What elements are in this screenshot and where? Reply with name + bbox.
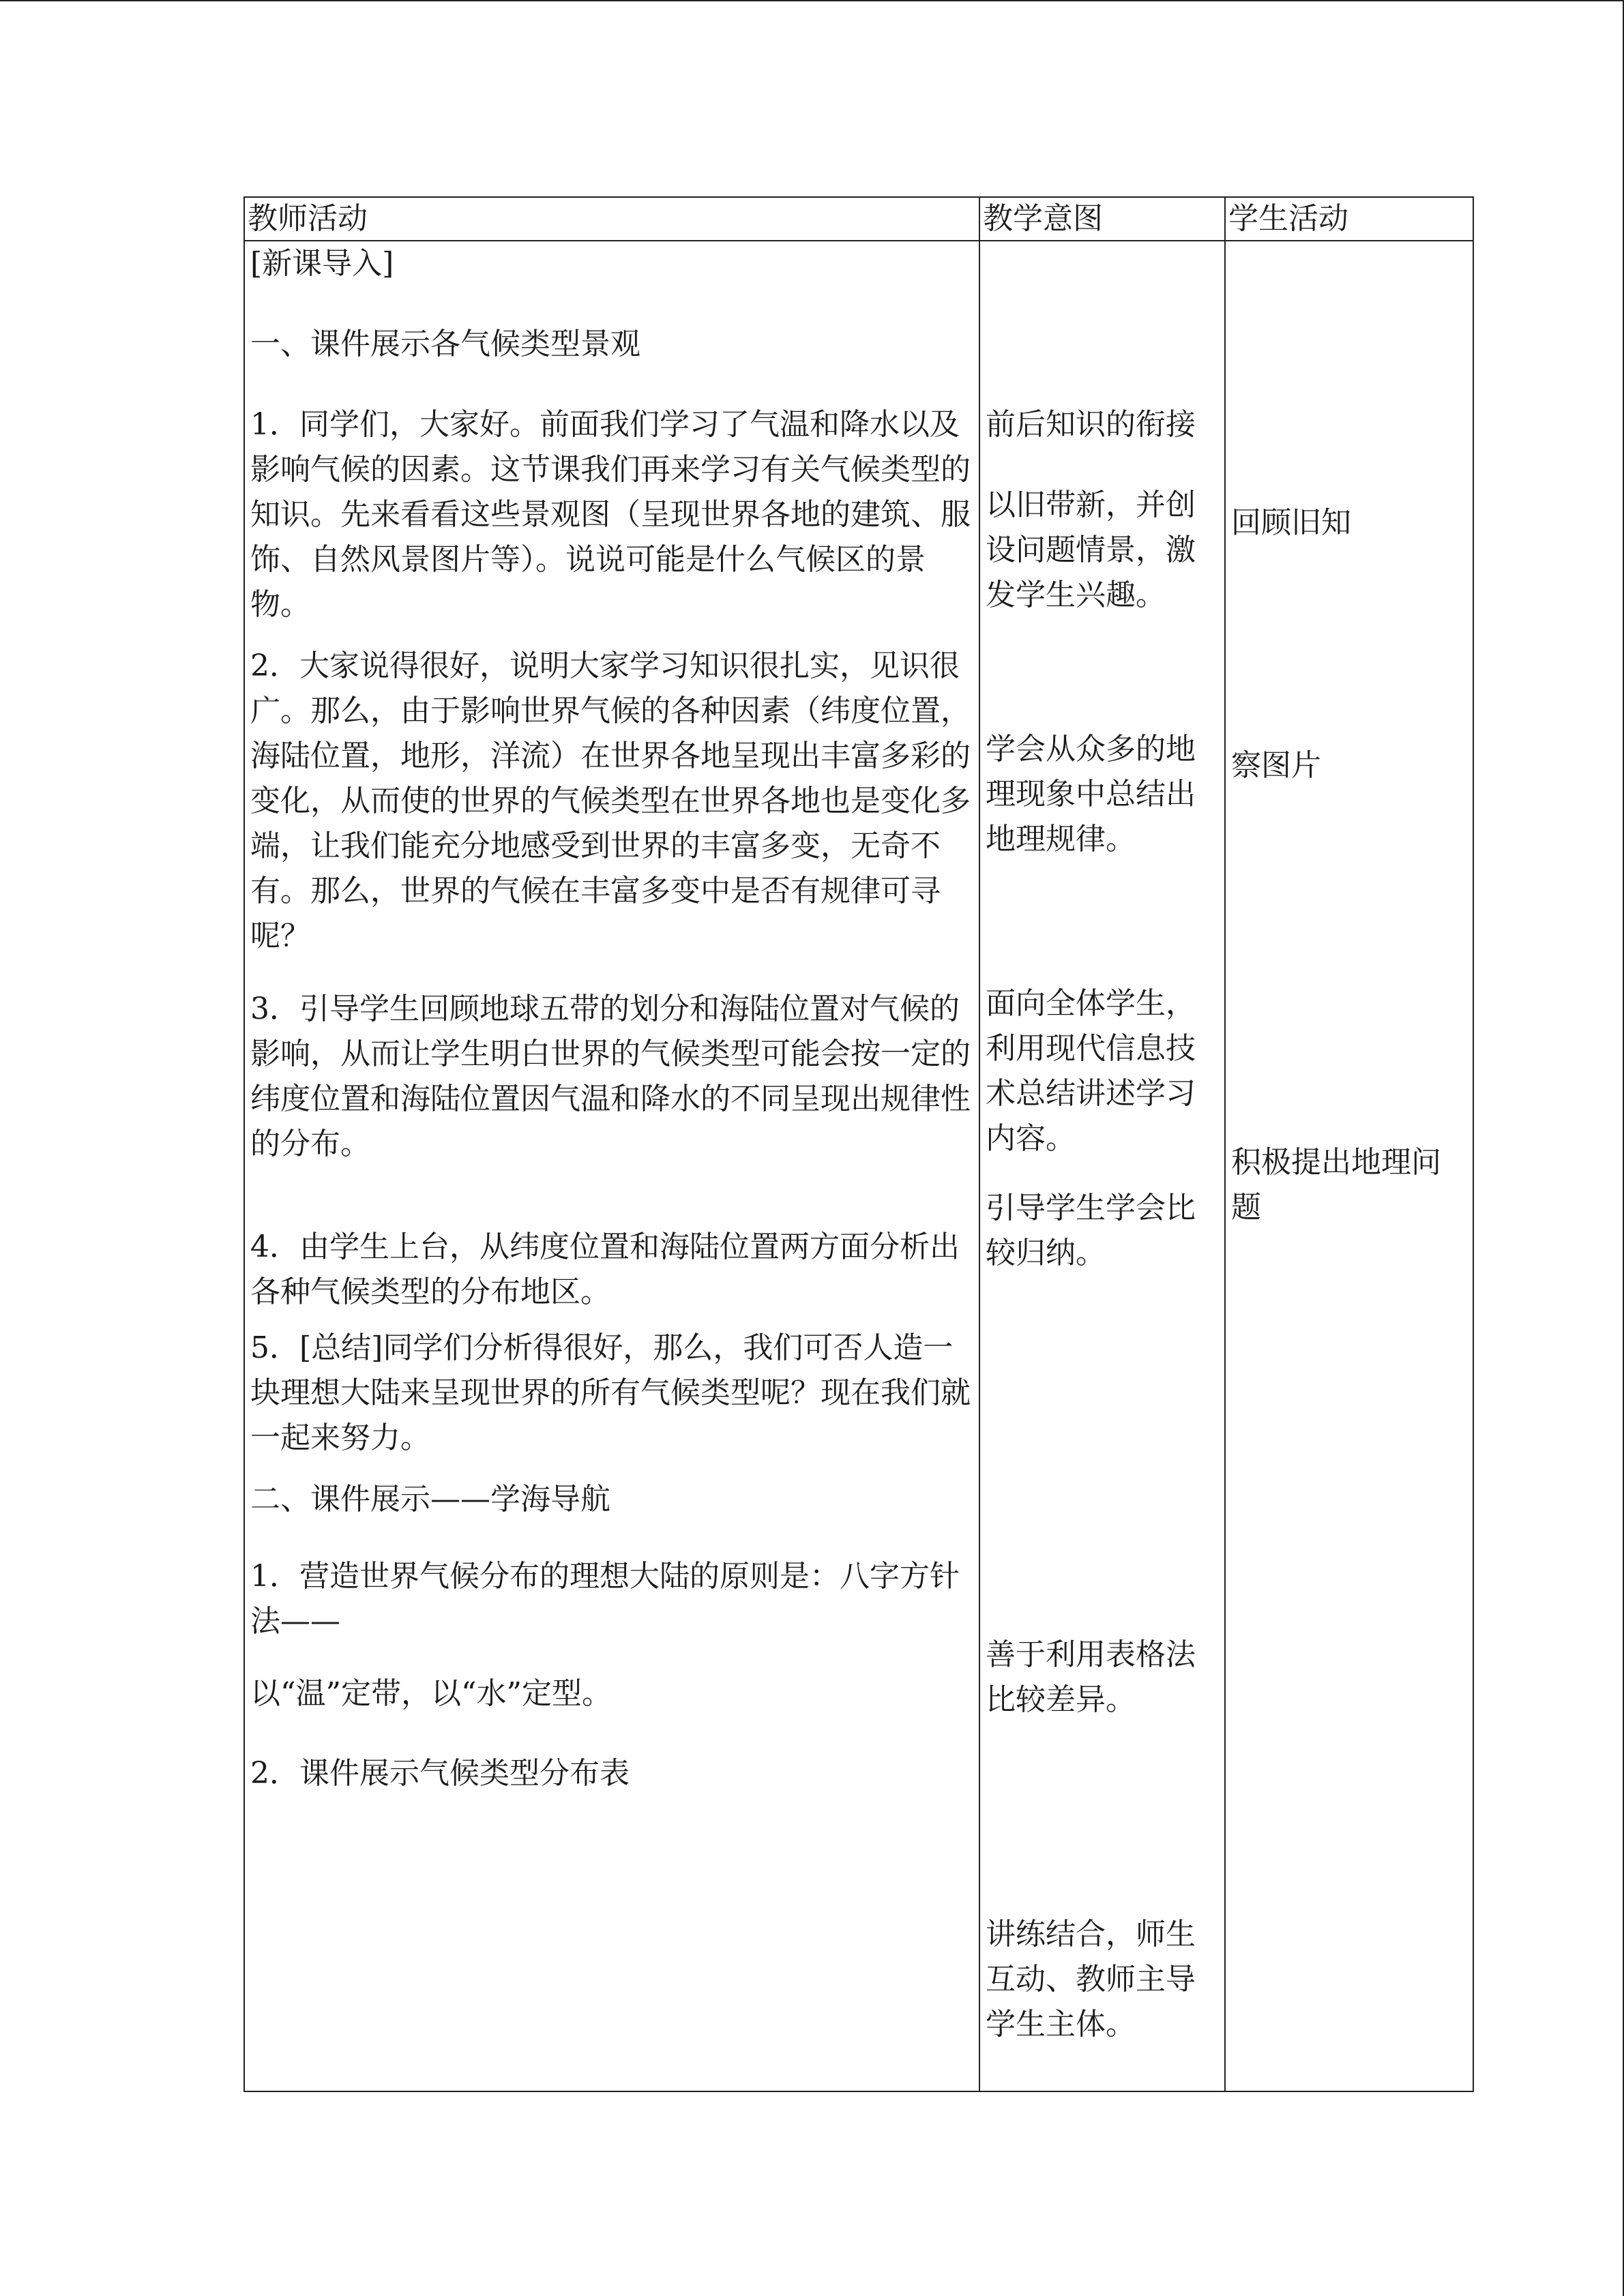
- student-activity-2: 察图片: [1231, 748, 1321, 783]
- teacher-paragraph-1: 1．同学们，大家好。前面我们学习了气温和降水以及影响气候的因素。这节课我们再来学习有关气候类型的知识。先来看看这些景观图（呈现世界各地的建筑、服饰、自然风景图片等）。说说可能是什么气候区的景物。: [250, 407, 971, 622]
- section2-paragraph-2: 2．课件展示气候类型分布表: [250, 1756, 630, 1791]
- intent-2: 以旧带新，并创设问题情景，激发学生兴趣。: [986, 488, 1196, 612]
- intent-7: 讲练结合，师生互动、教师主导学生主体。: [986, 1917, 1196, 2042]
- teacher-paragraph-4: 4．由学生上台，从纬度位置和海陆位置两方面分析出各种气候类型的分布地区。: [250, 1229, 960, 1309]
- intent-3: 学会从众多的地理现象中总结出地理规律。: [986, 732, 1196, 856]
- page-top-rule: [0, 0, 1624, 1]
- table-header-row: [244, 197, 1473, 241]
- table-body-row: [244, 241, 1473, 2091]
- header-teacher-activity: 教师活动: [244, 197, 979, 241]
- intent-1: 前后知识的衔接: [986, 407, 1196, 442]
- section1-title: 一、课件展示各气候类型景观: [250, 327, 640, 361]
- intent-4: 面向全体学生，利用现代信息技术总结讲述学习内容。: [986, 986, 1196, 1156]
- teacher-paragraph-3: 3．引导学生回顾地球五带的划分和海陆位置对气候的影响，从而让学生明白世界的气候类型可能会按一定的纬度位置和海陆位置因气温和降水的不同呈现出规律性的分布。: [250, 992, 971, 1161]
- student-activity-3: 积极提出地理问题: [1231, 1145, 1441, 1225]
- student-activity-1: 回顾旧知: [1231, 505, 1351, 540]
- intent-5: 引导学生学会比较归纳。: [986, 1191, 1196, 1270]
- section2-title: 二、课件展示——学海导航: [250, 1482, 610, 1517]
- student-activity-cell: [1225, 241, 1473, 2091]
- section2-paragraph-1b: 以“温”定带，以“水”定型。: [250, 1676, 612, 1711]
- lesson-plan-table: [243, 196, 1474, 2092]
- intro-label: [新课导入]: [250, 246, 394, 281]
- header-teaching-intent: 教学意图: [979, 197, 1225, 241]
- header-student-activity: 学生活动: [1225, 197, 1473, 241]
- teaching-intent-cell: [979, 241, 1225, 2091]
- teacher-paragraph-5: 5．[总结]同学们分析得很好，那么，我们可否人造一块理想大陆来呈现世界的所有气候类型呢？现在我们就一起来努力。: [250, 1330, 971, 1455]
- intent-6: 善于利用表格法比较差异。: [986, 1637, 1196, 1717]
- section2-paragraph-1: 1．营造世界气候分布的理想大陆的原则是：八字方针法——: [250, 1559, 960, 1639]
- teacher-paragraph-2: 2．大家说得很好，说明大家学习知识很扎实，见识很广。那么，由于影响世界气候的各种因素（纬度位置，海陆位置，地形，洋流）在世界各地呈现出丰富多彩的变化，从而使的世界的气候类型在世界各地也是变化多端，让我们能充分地感受到世界的丰富多变，无奇不有。那么，世界的气候在丰富多变中是否有规律可寻呢？: [250, 648, 971, 953]
- teacher-activity-cell: [244, 241, 979, 2091]
